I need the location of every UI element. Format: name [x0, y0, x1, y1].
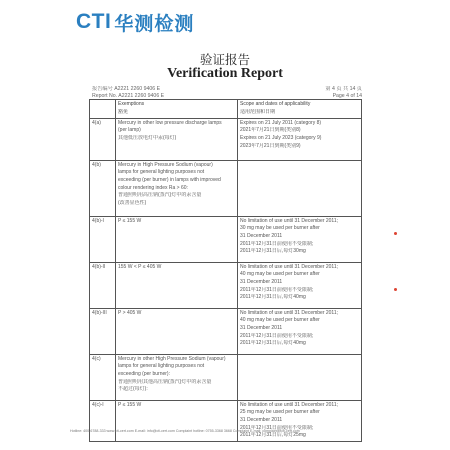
scope-line: Expires on 21 July 2023 (category 9) [240, 134, 322, 141]
exemption-description-cell [116, 118, 238, 160]
header-exemptions-cn: 豁免 [118, 108, 129, 115]
exemption-description-cell [116, 262, 238, 308]
scope-line: 2011年12月31日前使用不受限制; [240, 286, 314, 293]
description-line: 其他低压放电灯中汞(每灯) [118, 134, 177, 141]
header-cell-exemptions [116, 100, 238, 119]
scope-line: 2011年12月31日前使用不受限制; [240, 424, 314, 431]
description-line: (改善显色性) [118, 199, 147, 206]
logo-latin: CTI [76, 10, 112, 33]
scope-cell [238, 308, 362, 354]
description-line: Mercury in High Pressure Sodium (vapour) [118, 161, 213, 168]
description-line: 普通照明用其他高压钠(蒸汽)灯中的汞含量 [118, 378, 212, 385]
exemption-id-cell: 4(c)-I [90, 400, 116, 441]
scope-line: 31 December 2011 [240, 416, 283, 423]
footer-contact: Hotline: 400-6788-333 www.cti-cert.com E-mail: info@cti-cert.com Complaint hotline: 0755-3368 3668 Complaint E-mail: complaint@cti-cert.com [70, 429, 300, 433]
description-line: P ≤ 155 W [118, 217, 142, 224]
scope-cell [238, 118, 362, 160]
table-row [90, 216, 362, 262]
exemptions-table [89, 99, 362, 442]
exemption-description-cell [116, 216, 238, 262]
header-cell-id [90, 100, 116, 119]
scope-line: 25 mg may be used per burner after [240, 409, 320, 416]
description-line: P ≤ 155 W [118, 401, 142, 408]
cti-logo [76, 10, 194, 34]
scope-line: No limitation of use until 31 December 2011; [240, 217, 339, 224]
scope-line: 2023年7月21日到期(类别9) [240, 142, 301, 149]
exemption-id-cell: 4(c) [90, 354, 116, 400]
exemption-id-cell: 4(b)-III [90, 308, 116, 354]
scope-line: 40 mg may be used per burner after [240, 271, 320, 278]
scope-cell [238, 160, 362, 216]
table-row [90, 160, 362, 216]
scope-line: 2011年12月31日后,每灯30mg [240, 248, 306, 255]
scope-line: 2011年12月31日后,每灯40mg [240, 340, 306, 347]
exemption-description-cell [116, 400, 238, 441]
scope-cell [238, 216, 362, 262]
exemption-id-cell: 4(b)-II [90, 262, 116, 308]
scope-line: Expires on 21 July 2011 (category 8) [240, 119, 322, 126]
exemption-description-cell [116, 160, 238, 216]
description-line: 155 W < P ≤ 405 W [118, 263, 162, 270]
scope-cell [238, 400, 362, 441]
title-cn: 验证报告 [199, 52, 250, 67]
description-line: lamps for general lighting purposes not [118, 363, 205, 370]
description-line: 不超过(每灯): [118, 386, 148, 393]
exemption-id-cell: 4(b)-I [90, 216, 116, 262]
scope-line: No limitation of use until 31 December 2011; [240, 263, 339, 270]
table-row [90, 354, 362, 400]
exemption-id-cell: 4(b) [90, 160, 116, 216]
description-line: lamps for general lighting purposes not [118, 169, 205, 176]
header-cell-scope [238, 100, 362, 119]
page-number-cn: 第 4 页 共 14 页 [325, 86, 362, 92]
header-scope-cn: 适用范围和日期 [240, 108, 276, 115]
logo-cn: 华测检测 [114, 12, 195, 35]
exemption-description-cell [116, 308, 238, 354]
scope-line: No limitation of use until 31 December 2011; [240, 401, 339, 408]
scope-line: 2011年12月31日前使用不受限制; [240, 240, 314, 247]
description-line: exceeding (per burner) in lamps with improved [118, 176, 221, 183]
page-number-block [294, 86, 362, 100]
scope-line: 31 December 2011 [240, 232, 283, 239]
scope-line: 30 mg may be used per burner after [240, 225, 320, 232]
scope-cell [238, 262, 362, 308]
scope-line: 40 mg may be used per burner after [240, 317, 320, 324]
report-number-block [92, 86, 164, 100]
margin-mark [394, 232, 397, 235]
description-line: 普通照明用高压钠(蒸汽)灯中的汞含量 [118, 192, 202, 199]
description-line: Mercury in other High Pressure Sodium (vapour) [118, 355, 226, 362]
scope-line: 31 December 2011 [240, 278, 283, 285]
exemption-id-cell: 4(a) [90, 118, 116, 160]
description-line: P > 405 W [118, 309, 142, 316]
table-header-row [90, 100, 362, 119]
scope-line: No limitation of use until 31 December 2011; [240, 309, 339, 316]
scope-line: 2011年12月31日前使用不受限制; [240, 332, 314, 339]
description-line: exceeding (per burner): [118, 370, 170, 377]
scope-line: 2011年12月31日后,每灯25mg [240, 432, 306, 439]
scope-line: 2011年12月31日后,每灯40mg [240, 294, 306, 301]
scope-line: 31 December 2011 [240, 324, 283, 331]
report-number-en: Report No. A2221 2260 9406 E [92, 93, 165, 99]
scope-line: 2021年7月21日到期(类别8) [240, 127, 301, 134]
scope-cell [238, 354, 362, 400]
table-row [90, 308, 362, 354]
description-line: (per lamp) [118, 127, 141, 134]
description-line: Mercury in other low pressure discharge lamps [118, 119, 222, 126]
table-row [90, 400, 362, 441]
report-number-cn: 报告编号 A2221 2260 9406 E [92, 86, 161, 92]
header-scope-en: Scope and dates of applicability [240, 101, 311, 108]
margin-mark [394, 288, 397, 291]
page-number-en: Page 4 of 14 [332, 93, 362, 99]
title-en: Verification Report [167, 66, 283, 81]
table-row [90, 118, 362, 160]
exemption-description-cell [116, 354, 238, 400]
header-exemptions-en: Exemptions [118, 101, 145, 108]
table-row [90, 262, 362, 308]
description-line: colour rendering index Ra > 60: [118, 184, 188, 191]
